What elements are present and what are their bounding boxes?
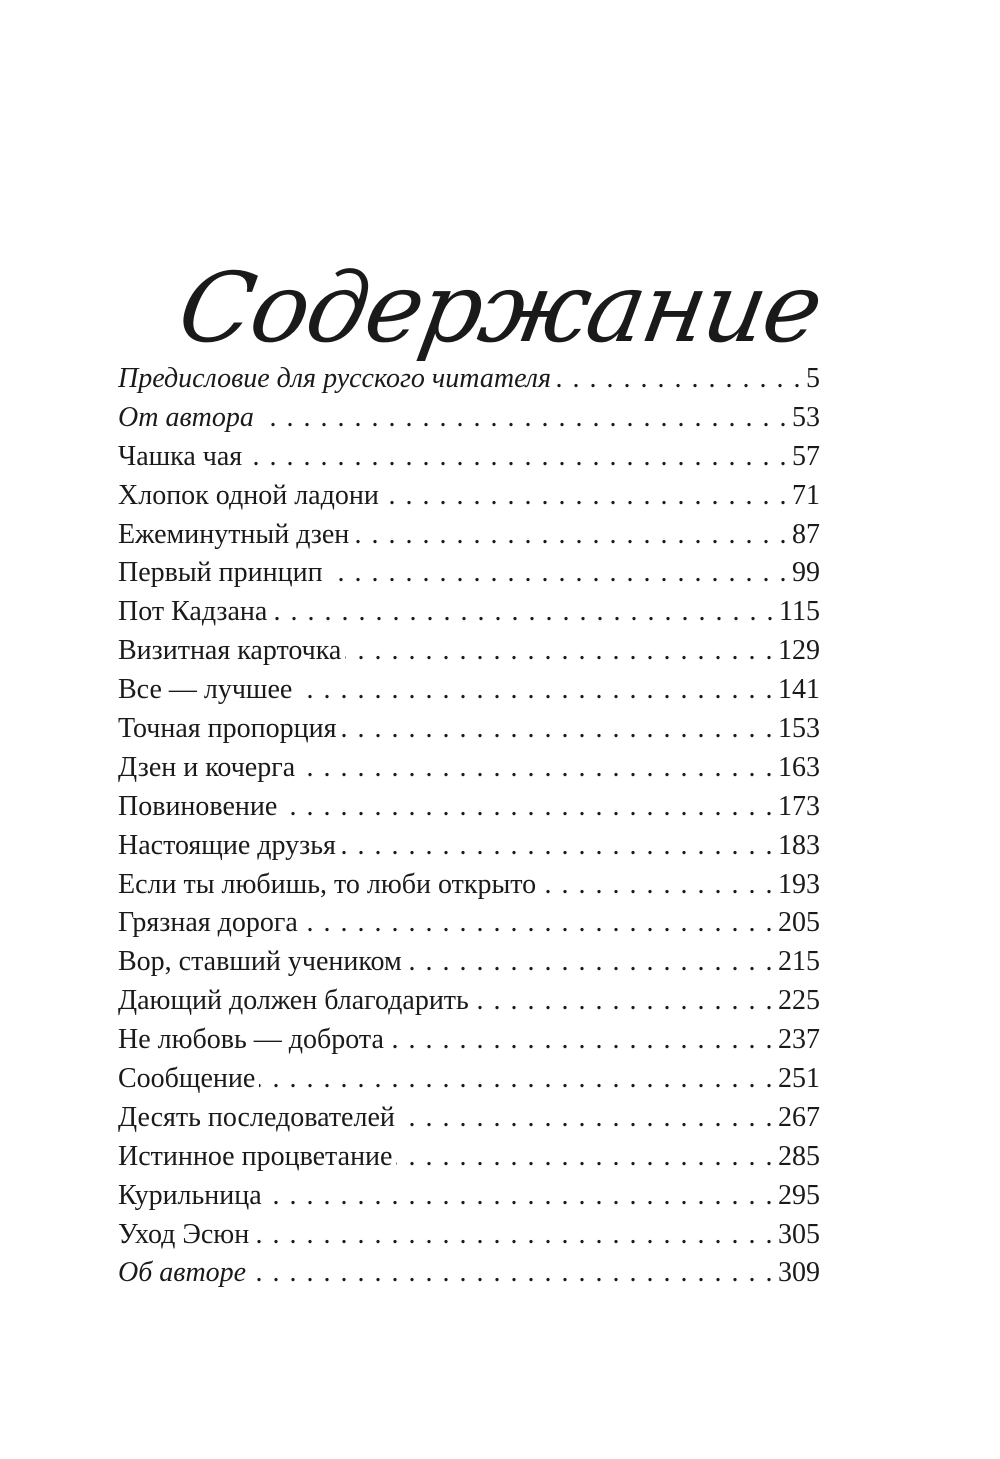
toc-dot-leader: [258, 399, 788, 438]
toc-entry-title: Грязная дорога: [118, 907, 298, 939]
toc-entry: [118, 788, 820, 827]
toc-entry-page-number: 129: [778, 635, 820, 667]
page-title: Содержание: [170, 252, 830, 365]
toc-entry: [118, 749, 820, 788]
toc-entry-page-number: 309: [778, 1257, 820, 1289]
toc-entry: [118, 360, 820, 399]
toc-dot-leader: [345, 632, 774, 671]
toc-entry: [118, 982, 820, 1021]
toc-entry-title: Дзен и кочерга: [118, 751, 296, 783]
toc-entry-page-number: 53: [792, 401, 820, 433]
toc-entry-title: Ежеминутный дзен: [118, 518, 350, 550]
toc-entry-page-number: 71: [792, 479, 820, 511]
toc-entry-title: Дающий должен благодарить: [118, 985, 469, 1017]
toc-entry-page-number: 99: [792, 557, 820, 589]
toc-entry-title: Точная пропорция: [118, 713, 337, 745]
toc-entry: [118, 943, 820, 982]
toc-entry: [118, 1060, 820, 1099]
toc-entry-title: Все — лучшее: [118, 674, 293, 706]
toc-dot-leader: [266, 1177, 774, 1216]
toc-entry-page-number: 183: [778, 829, 820, 861]
toc-entry: [118, 1254, 820, 1293]
toc-entry: [118, 710, 820, 749]
toc-dot-leader: [406, 943, 774, 982]
toc-dot-leader: [246, 438, 788, 477]
toc-entry-title: Первый принцип: [118, 557, 323, 589]
toc-entry: [118, 477, 820, 516]
toc-entry: [118, 1216, 820, 1255]
toc-entry: [118, 1138, 820, 1177]
toc-entry-page-number: 285: [778, 1140, 820, 1172]
toc-entry-title: Вор, ставший учеником: [118, 946, 402, 978]
toc-entry-title: Об авторе: [118, 1257, 247, 1289]
toc-entry-title: Если ты любишь, то люби открыто: [118, 868, 537, 900]
toc-entry-page-number: 251: [778, 1063, 820, 1095]
toc-entry-page-number: 5: [806, 363, 820, 394]
toc-dot-leader: [473, 982, 774, 1021]
toc-dot-leader: [253, 1216, 774, 1255]
toc-entry-page-number: 57: [792, 440, 820, 472]
toc-entry-title: Настоящие друзья: [118, 829, 336, 861]
toc-entry-page-number: 115: [779, 596, 820, 628]
toc-entry-page-number: 225: [778, 985, 820, 1017]
toc-dot-leader: [340, 710, 774, 749]
toc-entry-page-number: 205: [778, 907, 820, 939]
toc-dot-leader: [299, 749, 774, 788]
toc-entry: [118, 1177, 820, 1216]
toc-entry-page-number: 215: [778, 946, 820, 978]
toc-entry: [118, 593, 820, 632]
toc-entry-page-number: 237: [778, 1024, 820, 1056]
toc-entry-page-number: 163: [778, 751, 820, 783]
toc-dot-leader: [396, 1138, 774, 1177]
toc-entry-title: Чашка чая: [118, 440, 243, 472]
toc-entry-title: Повиновение: [118, 790, 278, 822]
toc-dot-leader: [327, 554, 788, 593]
toc-entry-title: Сообщение: [118, 1063, 256, 1095]
toc-entry: [118, 632, 820, 671]
toc-dot-leader: [296, 671, 774, 710]
toc-dot-leader: [353, 516, 788, 555]
toc-entry-title: Предисловие для русского читателя: [118, 363, 552, 394]
toc-entry-page-number: 87: [792, 518, 820, 550]
toc-entry-title: Уход Эсюн: [118, 1218, 250, 1250]
toc-entry-title: Визитная карточка: [118, 635, 342, 667]
toc-entry-page-number: 305: [778, 1218, 820, 1250]
toc-entry: [118, 827, 820, 866]
toc-dot-leader: [388, 1021, 774, 1060]
toc-entry: [118, 516, 820, 555]
toc-dot-leader: [250, 1254, 774, 1293]
toc-dot-leader: [399, 1099, 774, 1138]
toc-entry-page-number: 295: [778, 1179, 820, 1211]
toc-entry-page-number: 267: [778, 1101, 820, 1133]
toc-dot-leader: [540, 866, 774, 905]
toc-entry: [118, 1099, 820, 1138]
toc-dot-leader: [340, 827, 774, 866]
toc-entry-title: От автора: [118, 401, 254, 433]
toc-entry-title: Хлопок одной ладони: [118, 479, 379, 511]
toc-entry: [118, 671, 820, 710]
toc-entry-title: Десять последователей: [118, 1101, 395, 1133]
table-of-contents: [118, 360, 820, 1293]
toc-entry-page-number: 193: [778, 868, 820, 900]
toc-dot-leader: [271, 593, 775, 632]
toc-dot-leader: [302, 904, 774, 943]
toc-dot-leader: [555, 360, 802, 399]
toc-entry: [118, 866, 820, 905]
toc-entry: [118, 1021, 820, 1060]
toc-entry-title: Пот Кадзана: [118, 596, 268, 628]
toc-entry-page-number: 141: [778, 674, 820, 706]
toc-entry: [118, 399, 820, 438]
toc-entry: [118, 554, 820, 593]
toc-entry: [118, 438, 820, 477]
toc-entry-page-number: 153: [778, 713, 820, 745]
toc-entry: [118, 904, 820, 943]
toc-dot-leader: [383, 477, 788, 516]
toc-dot-leader: [281, 788, 774, 827]
toc-entry-page-number: 173: [778, 790, 820, 822]
toc-entry-title: Курильница: [118, 1179, 262, 1211]
toc-dot-leader: [259, 1060, 774, 1099]
toc-entry-title: Не любовь — доброта: [118, 1024, 384, 1056]
toc-entry-title: Истинное процветание: [118, 1140, 393, 1172]
